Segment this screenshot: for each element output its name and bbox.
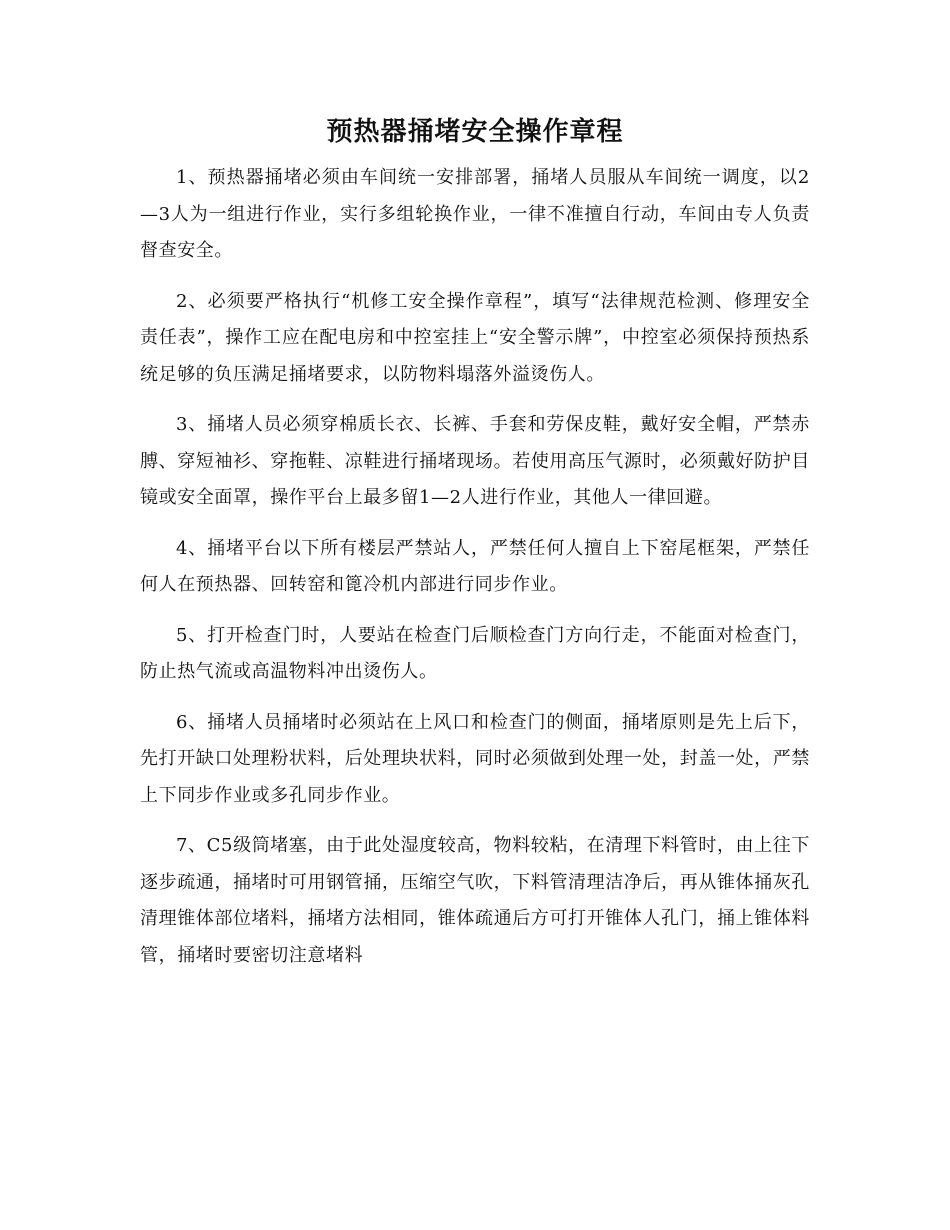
paragraph-5: 5、打开检查门时，人要站在检查门后顺检查门方向行走，不能面对检查门，防止热气流或高温物料冲出烫伤人。 — [140, 624, 810, 682]
paragraph-7: 7、C5级筒堵塞，由于此处湿度较高，物料较粘，在清理下料管时，由上往下逐步疏通，捅堵时可用钢管捅，压缩空气吹，下料管清理洁净后，再从锥体捅灰孔清理锥体部位堵料，捅堵方法相同，锥体疏通后方可打开锥体人孔门，捅上锥体料管，捅堵时要密切注意堵料 — [140, 835, 810, 966]
paragraph-6: 6、捅堵人员捅堵时必须站在上风口和检查门的侧面，捅堵原则是先上后下，先打开缺口处理粉状料，后处理块状料，同时必须做到处理一处，封盖一处，严禁上下同步作业或多孔同步作业。 — [140, 711, 810, 806]
document-body — [140, 108, 810, 988]
paragraph-1: 1、预热器捅堵必须由车间统一安排部署，捅堵人员服从车间统一调度，以2—3人为一组进行作业，实行多组轮换作业，一律不准擅自行动，车间由专人负责督查安全。 — [140, 167, 810, 261]
paragraph-3: 3、捅堵人员必须穿棉质长衣、长裤、手套和劳保皮鞋，戴好安全帽，严禁赤膊、穿短袖衫、穿拖鞋、凉鞋进行捅堵现场。若使用高压气源时，必须戴好防护目镜或安全面罩，操作平台上最多留1—2人进行作业，其他人一律回避。 — [140, 414, 810, 508]
document-title: 预热器捅堵安全操作章程 — [326, 117, 624, 147]
paragraph-4: 4、捅堵平台以下所有楼层严禁站人，严禁任何人擅自上下窑尾框架，严禁任何人在预热器、回转窑和篦冷机内部进行同步作业。 — [140, 537, 810, 595]
paragraph-2: 2、必须要严格执行“机修工安全操作章程”，填写“法律规范检测、修理安全责任表”，操作工应在配电房和中控室挂上“安全警示牌”，中控室必须保持预热系统足够的负压满足捅堵要求，以防物料塌落外溢烫伤人。 — [140, 290, 810, 385]
